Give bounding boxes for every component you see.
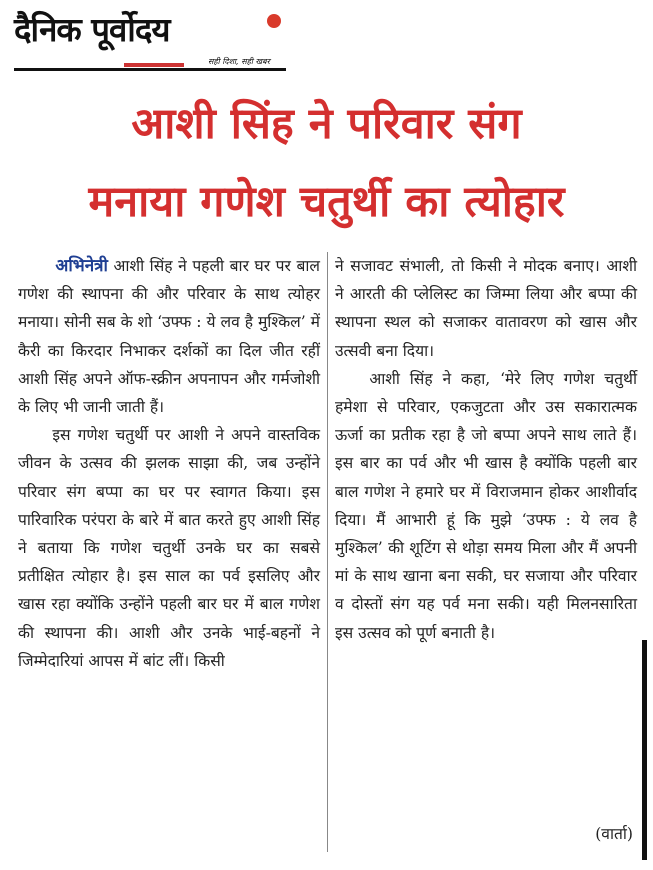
source-credit: (वार्ता) [595,825,633,843]
paragraph-text: आशी सिंह ने पहली बार घर पर बाल गणेश की स्थापना की और परिवार के साथ त्योहर मनाया। सोनी सब के शो ‘उफ्फ : ये लव है मुश्किल’ में कैरी का किरदार निभाकर दर्शकों का दिल जीत रहीं आशी सिंह अपने ऑफ-स्क्रीन अपनापन और गर्मजोशी के लिए भी जानी जाती हैं। [18,257,320,417]
masthead [14,6,286,74]
page-edge-border [642,640,647,860]
article-paragraph [18,252,320,421]
headline-line-2: मनाया गणेश चतुर्थी का त्योहार [88,177,565,227]
logo-dot-icon [267,14,281,28]
column-divider [327,252,328,852]
article-paragraph: ने सजावट संभाली, तो किसी ने मोदक बनाए। आशी ने आरती की प्लेलिस्ट का जिम्मा लिया और बप्पा की स्थापना स्थल को सजाकर वातावरण को खास और उत्सवी बना दिया। [335,257,637,360]
newspaper-tagline: सही दिशा, सही खबर [208,57,270,66]
article-paragraph: आशी सिंह ने कहा, ‘मेरे लिए गणेश चतुर्थी हमेशा से परिवार, एकजुटता और उस सकारात्मक ऊर्जा का प्रतीक रहा है जो बप्पा अपने साथ लाते हैं। इस बार का पर्व और भी खास है क्योंकि पहली बार बाल गणेश ने हमारे घर में विराजमान होकर आशीर्वाद दिया। मैं आभारी हूं कि मुझे ‘उफ्फ : ये लव है मुश्किल’ की शूटिंग से थोड़ा समय मिला और मैं अपनी मां के साथ खाना बना सकी, घर सजाया और परिवार व दोस्तों संग यह पर्व मना सकी। यही मिलनसारिता इस उत्सव को पूर्ण बनाती है। [335,369,637,642]
article-column-right [335,252,637,647]
article-paragraph: इस गणेश चतुर्थी पर आशी ने अपने वास्तविक जीवन के उत्सव की झलक साझा की, जब उन्होंने परिवार संग बप्पा का घर पर स्वागत किया। इस पारिवारिक परंपरा के बारे में बात करते हुए आशी सिंह ने बताया कि गणेश चतुर्थी उनके घर का सबसे प्रतीक्षित त्योहार है। इस साल का पर्व इसलिए और खास रहा क्योंकि उन्होंने पहली बार घर में बाल गणेश की स्थापना की। आशी और उनके भाई-बहनों ने जिम्मेदारियां आपस में बांट लीं। किसी [18,426,320,670]
newspaper-name: दैनिक पूर्वोदय [14,10,170,49]
article-column-left [18,252,320,675]
lead-word: अभिनेत्री [55,256,108,276]
masthead-rule [14,68,286,71]
masthead-accent-bar [124,63,184,67]
headline-line-1: आशी सिंह ने परिवार संग [131,99,522,149]
